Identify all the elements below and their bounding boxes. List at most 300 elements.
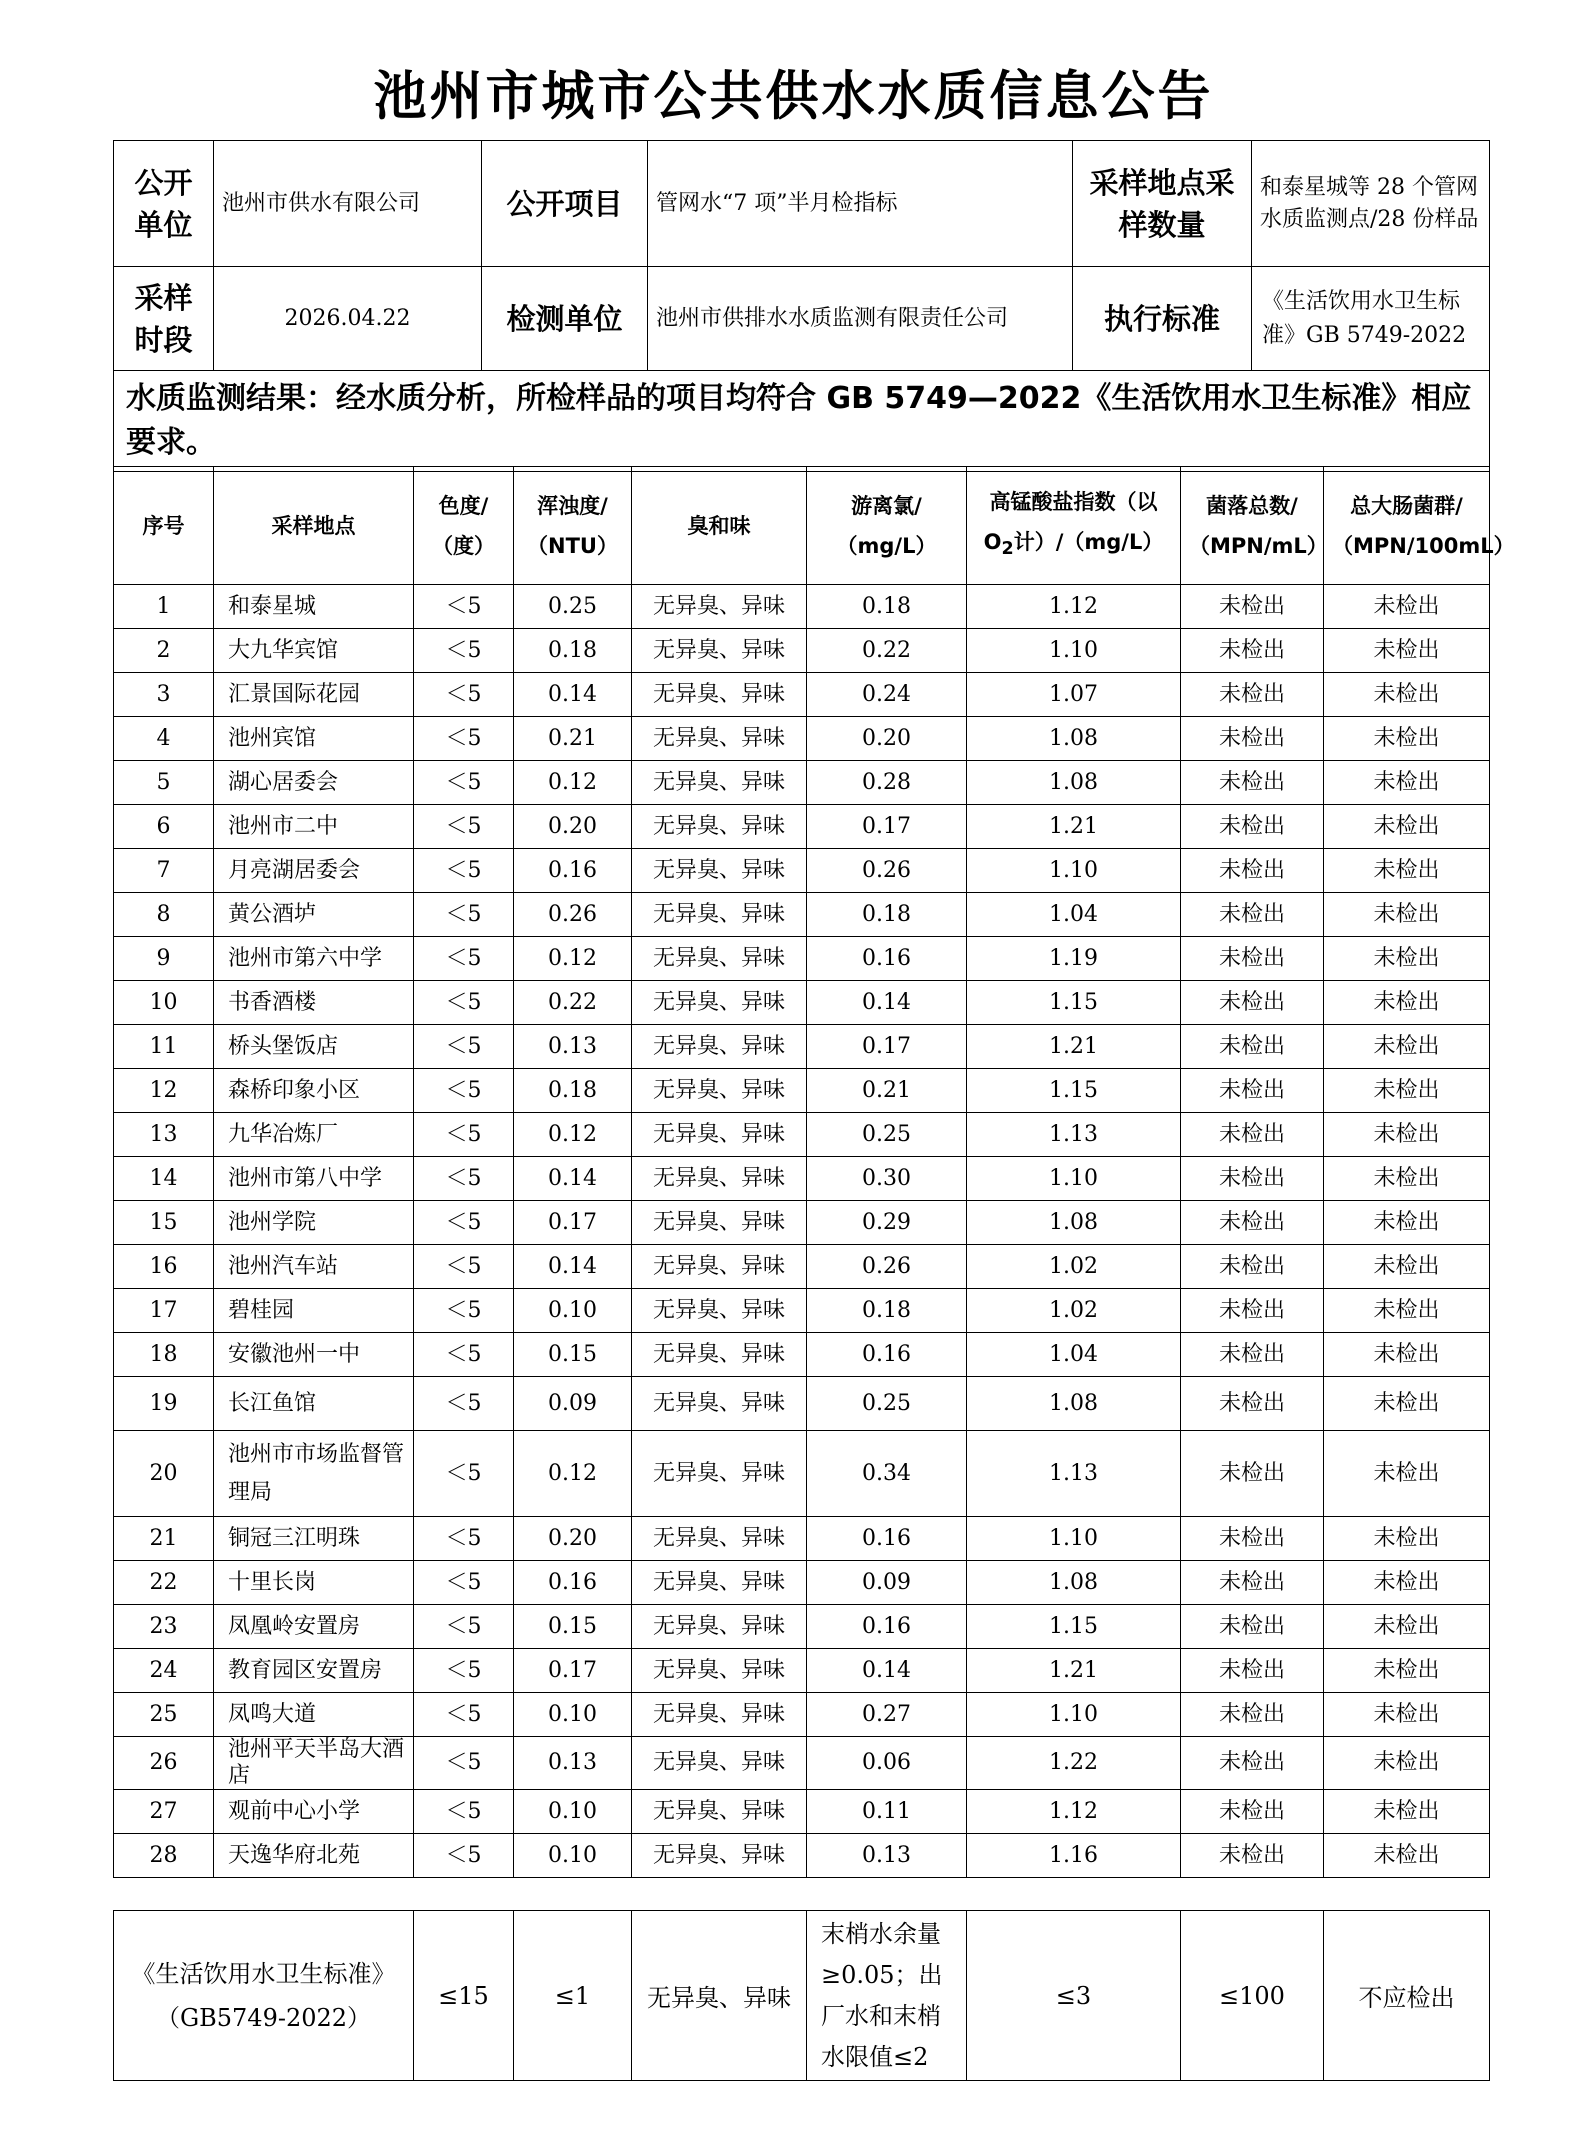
cell-no: 15	[114, 1201, 214, 1245]
cell-colony: 未检出	[1181, 629, 1324, 673]
standard-colony-limit: ≤100	[1181, 1911, 1324, 2081]
cell-cod: 1.08	[967, 1377, 1181, 1431]
cell-cod: 1.10	[967, 1517, 1181, 1561]
standard-color-limit: ≤15	[414, 1911, 514, 2081]
cell-chlorine: 0.29	[807, 1201, 967, 1245]
publish-item-value: 管网水“7 项”半月检指标	[648, 141, 1073, 267]
cell-colony: 未检出	[1181, 761, 1324, 805]
cell-odor: 无异臭、异味	[632, 1113, 807, 1157]
cell-cod: 1.21	[967, 805, 1181, 849]
cell-site: 大九华宾馆	[214, 629, 414, 673]
cell-cod: 1.12	[967, 585, 1181, 629]
cell-color: ＜5	[414, 585, 514, 629]
col-header-color: 色度/（度）	[414, 467, 514, 585]
cell-site: 桥头堡饭店	[214, 1025, 414, 1069]
cell-no: 3	[114, 673, 214, 717]
cell-odor: 无异臭、异味	[632, 1790, 807, 1834]
col-header-colony: 菌落总数/（MPN/mL）	[1181, 467, 1324, 585]
cell-odor: 无异臭、异味	[632, 1069, 807, 1113]
cell-color: ＜5	[414, 1201, 514, 1245]
standard-odor-limit: 无异臭、异味	[632, 1911, 807, 2081]
table-row	[114, 673, 1490, 717]
cell-colony: 未检出	[1181, 1333, 1324, 1377]
sampling-site-value: 和泰星城等 28 个管网水质监测点/28 份样品	[1252, 141, 1490, 267]
cell-colony: 未检出	[1181, 1201, 1324, 1245]
cell-coliform: 未检出	[1324, 1693, 1490, 1737]
publish-unit-label: 公开单位	[114, 141, 214, 267]
cell-odor: 无异臭、异味	[632, 717, 807, 761]
cell-chlorine: 0.20	[807, 717, 967, 761]
cell-odor: 无异臭、异味	[632, 1201, 807, 1245]
cell-chlorine: 0.25	[807, 1113, 967, 1157]
cell-no: 10	[114, 981, 214, 1025]
cell-odor: 无异臭、异味	[632, 629, 807, 673]
cell-site: 黄公酒垆	[214, 893, 414, 937]
cell-site: 汇景国际花园	[214, 673, 414, 717]
cell-chlorine: 0.17	[807, 805, 967, 849]
cell-odor: 无异臭、异味	[632, 937, 807, 981]
cell-cod: 1.19	[967, 937, 1181, 981]
cell-no: 8	[114, 893, 214, 937]
cell-color: ＜5	[414, 717, 514, 761]
cell-turbidity: 0.16	[514, 849, 632, 893]
cell-colony: 未检出	[1181, 1737, 1324, 1790]
cell-no: 16	[114, 1245, 214, 1289]
cell-site: 天逸华府北苑	[214, 1834, 414, 1878]
cell-turbidity: 0.13	[514, 1737, 632, 1790]
table-row	[114, 1649, 1490, 1693]
cell-turbidity: 0.26	[514, 893, 632, 937]
col-header-site: 采样地点	[214, 467, 414, 585]
cell-turbidity: 0.17	[514, 1201, 632, 1245]
cell-chlorine: 0.18	[807, 1289, 967, 1333]
cell-no: 2	[114, 629, 214, 673]
standard-chlorine-limit: 末梢水余量≥0.05；出厂水和末梢水限值≤2	[807, 1911, 967, 2081]
col-header-cod-subscript: 2	[1001, 539, 1014, 560]
cell-turbidity: 0.12	[514, 1431, 632, 1517]
cell-site: 湖心居委会	[214, 761, 414, 805]
cell-cod: 1.13	[967, 1113, 1181, 1157]
cell-color: ＜5	[414, 805, 514, 849]
cell-color: ＜5	[414, 1289, 514, 1333]
cell-coliform: 未检出	[1324, 1737, 1490, 1790]
sampling-period-label: 采样时段	[114, 267, 214, 371]
cell-color: ＜5	[414, 1790, 514, 1834]
cell-coliform: 未检出	[1324, 1790, 1490, 1834]
table-row	[114, 1245, 1490, 1289]
cell-site: 长江鱼馆	[214, 1377, 414, 1431]
cell-site: 池州学院	[214, 1201, 414, 1245]
standard-cod-limit: ≤3	[967, 1911, 1181, 2081]
cell-site: 观前中心小学	[214, 1790, 414, 1834]
cell-chlorine: 0.16	[807, 1605, 967, 1649]
cell-colony: 未检出	[1181, 893, 1324, 937]
table-row	[114, 1834, 1490, 1878]
cell-turbidity: 0.10	[514, 1289, 632, 1333]
cell-color: ＜5	[414, 1025, 514, 1069]
cell-turbidity: 0.18	[514, 1069, 632, 1113]
cell-coliform: 未检出	[1324, 805, 1490, 849]
test-unit-label: 检测单位	[482, 267, 648, 371]
cell-site: 书香酒楼	[214, 981, 414, 1025]
cell-colony: 未检出	[1181, 937, 1324, 981]
table-row	[114, 1069, 1490, 1113]
cell-cod: 1.08	[967, 717, 1181, 761]
col-header-no: 序号	[114, 467, 214, 585]
table-row	[114, 981, 1490, 1025]
cell-color: ＜5	[414, 1517, 514, 1561]
cell-cod: 1.10	[967, 1693, 1181, 1737]
cell-no: 6	[114, 805, 214, 849]
cell-chlorine: 0.28	[807, 761, 967, 805]
col-header-chlorine: 游离氯/（mg/L）	[807, 467, 967, 585]
cell-no: 23	[114, 1605, 214, 1649]
cell-turbidity: 0.12	[514, 937, 632, 981]
col-header-cod	[967, 467, 1181, 585]
cell-cod: 1.15	[967, 1605, 1181, 1649]
cell-cod: 1.02	[967, 1245, 1181, 1289]
table-row	[114, 629, 1490, 673]
table-row	[114, 717, 1490, 761]
cell-colony: 未检出	[1181, 1069, 1324, 1113]
col-header-odor: 臭和味	[632, 467, 807, 585]
cell-cod: 1.07	[967, 673, 1181, 717]
cell-cod: 1.10	[967, 629, 1181, 673]
monitoring-result-text: 水质监测结果：经水质分析，所检样品的项目均符合 GB 5749—2022《生活饮用水卫生标准》相应要求。	[114, 371, 1490, 472]
header-row-1	[114, 141, 1490, 267]
cell-no: 5	[114, 761, 214, 805]
cell-turbidity: 0.14	[514, 1245, 632, 1289]
table-row	[114, 1289, 1490, 1333]
cell-no: 21	[114, 1517, 214, 1561]
cell-colony: 未检出	[1181, 1517, 1324, 1561]
cell-chlorine: 0.26	[807, 849, 967, 893]
cell-colony: 未检出	[1181, 805, 1324, 849]
cell-turbidity: 0.22	[514, 981, 632, 1025]
cell-turbidity: 0.18	[514, 629, 632, 673]
cell-chlorine: 0.17	[807, 1025, 967, 1069]
table-row	[114, 1605, 1490, 1649]
cell-color: ＜5	[414, 1245, 514, 1289]
table-row	[114, 1377, 1490, 1431]
table-row	[114, 1113, 1490, 1157]
cell-no: 4	[114, 717, 214, 761]
cell-site: 池州市市场监督管理局	[214, 1431, 414, 1517]
cell-odor: 无异臭、异味	[632, 1561, 807, 1605]
table-row	[114, 1431, 1490, 1517]
header-info-table	[113, 140, 1490, 472]
cell-coliform: 未检出	[1324, 585, 1490, 629]
cell-no: 7	[114, 849, 214, 893]
cell-odor: 无异臭、异味	[632, 1245, 807, 1289]
cell-colony: 未检出	[1181, 1605, 1324, 1649]
result-row	[114, 371, 1490, 472]
cell-cod: 1.10	[967, 1157, 1181, 1201]
cell-turbidity: 0.10	[514, 1834, 632, 1878]
table-row	[114, 1737, 1490, 1790]
cell-chlorine: 0.26	[807, 1245, 967, 1289]
cell-turbidity: 0.14	[514, 1157, 632, 1201]
cell-color: ＜5	[414, 1737, 514, 1790]
cell-odor: 无异臭、异味	[632, 849, 807, 893]
cell-colony: 未检出	[1181, 1113, 1324, 1157]
cell-site: 月亮湖居委会	[214, 849, 414, 893]
cell-coliform: 未检出	[1324, 717, 1490, 761]
standard-turbidity-limit: ≤1	[514, 1911, 632, 2081]
page-title: 池州市城市公共供水水质信息公告	[373, 66, 1214, 127]
cell-site: 森桥印象小区	[214, 1069, 414, 1113]
cell-coliform: 未检出	[1324, 1157, 1490, 1201]
cell-turbidity: 0.21	[514, 717, 632, 761]
cell-odor: 无异臭、异味	[632, 1693, 807, 1737]
cell-site: 教育园区安置房	[214, 1649, 414, 1693]
cell-colony: 未检出	[1181, 1157, 1324, 1201]
cell-coliform: 未检出	[1324, 1377, 1490, 1431]
cell-odor: 无异臭、异味	[632, 893, 807, 937]
cell-color: ＜5	[414, 1431, 514, 1517]
cell-chlorine: 0.34	[807, 1431, 967, 1517]
cell-coliform: 未检出	[1324, 1201, 1490, 1245]
cell-no: 17	[114, 1289, 214, 1333]
table-row	[114, 1157, 1490, 1201]
cell-site: 凤凰岭安置房	[214, 1605, 414, 1649]
cell-cod: 1.22	[967, 1737, 1181, 1790]
table-row	[114, 585, 1490, 629]
publish-item-label: 公开项目	[482, 141, 648, 267]
cell-color: ＜5	[414, 629, 514, 673]
cell-cod: 1.12	[967, 1790, 1181, 1834]
table-row	[114, 1201, 1490, 1245]
cell-coliform: 未检出	[1324, 849, 1490, 893]
cell-cod: 1.10	[967, 849, 1181, 893]
cell-turbidity: 0.15	[514, 1333, 632, 1377]
cell-no: 19	[114, 1377, 214, 1431]
cell-no: 28	[114, 1834, 214, 1878]
cell-chlorine: 0.18	[807, 893, 967, 937]
cell-colony: 未检出	[1181, 1834, 1324, 1878]
cell-color: ＜5	[414, 1561, 514, 1605]
standard-limits-table	[113, 1910, 1490, 2081]
table-row	[114, 849, 1490, 893]
cell-color: ＜5	[414, 673, 514, 717]
table-row	[114, 937, 1490, 981]
table-row	[114, 1561, 1490, 1605]
cell-site: 池州平天半岛大酒店	[214, 1737, 414, 1790]
standard-row	[114, 1911, 1490, 2081]
cell-chlorine: 0.16	[807, 1333, 967, 1377]
cell-color: ＜5	[414, 1069, 514, 1113]
publish-unit-value: 池州市供水有限公司	[214, 141, 482, 267]
cell-colony: 未检出	[1181, 849, 1324, 893]
col-header-cod-part1: 高锰酸盐指数（以 O	[983, 489, 1158, 554]
cell-chlorine: 0.27	[807, 1693, 967, 1737]
cell-odor: 无异臭、异味	[632, 1431, 807, 1517]
cell-odor: 无异臭、异味	[632, 1377, 807, 1431]
cell-odor: 无异臭、异味	[632, 1289, 807, 1333]
cell-coliform: 未检出	[1324, 1649, 1490, 1693]
cell-cod: 1.04	[967, 1333, 1181, 1377]
cell-coliform: 未检出	[1324, 1431, 1490, 1517]
cell-coliform: 未检出	[1324, 673, 1490, 717]
cell-chlorine: 0.13	[807, 1834, 967, 1878]
cell-cod: 1.08	[967, 1561, 1181, 1605]
cell-odor: 无异臭、异味	[632, 1605, 807, 1649]
cell-turbidity: 0.10	[514, 1790, 632, 1834]
cell-colony: 未检出	[1181, 1693, 1324, 1737]
cell-chlorine: 0.30	[807, 1157, 967, 1201]
cell-chlorine: 0.21	[807, 1069, 967, 1113]
cell-odor: 无异臭、异味	[632, 1333, 807, 1377]
cell-site: 池州市第八中学	[214, 1157, 414, 1201]
cell-colony: 未检出	[1181, 981, 1324, 1025]
cell-colony: 未检出	[1181, 1245, 1324, 1289]
cell-colony: 未检出	[1181, 1289, 1324, 1333]
cell-coliform: 未检出	[1324, 1025, 1490, 1069]
cell-turbidity: 0.20	[514, 805, 632, 849]
cell-color: ＜5	[414, 1693, 514, 1737]
standard-coliform-limit: 不应检出	[1324, 1911, 1490, 2081]
cell-chlorine: 0.06	[807, 1737, 967, 1790]
cell-color: ＜5	[414, 893, 514, 937]
cell-coliform: 未检出	[1324, 1245, 1490, 1289]
cell-chlorine: 0.16	[807, 937, 967, 981]
sample-results-table	[113, 466, 1515, 1878]
cell-no: 1	[114, 585, 214, 629]
cell-odor: 无异臭、异味	[632, 1834, 807, 1878]
cell-colony: 未检出	[1181, 1377, 1324, 1431]
cell-chlorine: 0.18	[807, 585, 967, 629]
cell-coliform: 未检出	[1324, 1561, 1490, 1605]
cell-color: ＜5	[414, 1333, 514, 1377]
cell-color: ＜5	[414, 1834, 514, 1878]
cell-color: ＜5	[414, 1377, 514, 1431]
cell-color: ＜5	[414, 1157, 514, 1201]
cell-chlorine: 0.16	[807, 1517, 967, 1561]
cell-coliform: 未检出	[1324, 1605, 1490, 1649]
cell-color: ＜5	[414, 1649, 514, 1693]
header-row-2	[114, 267, 1490, 371]
table-row	[114, 1333, 1490, 1377]
cell-no: 20	[114, 1431, 214, 1517]
cell-colony: 未检出	[1181, 585, 1324, 629]
cell-coliform: 未检出	[1324, 629, 1490, 673]
cell-no: 14	[114, 1157, 214, 1201]
cell-coliform: 未检出	[1324, 1069, 1490, 1113]
cell-odor: 无异臭、异味	[632, 1649, 807, 1693]
cell-colony: 未检出	[1181, 1025, 1324, 1069]
cell-no: 9	[114, 937, 214, 981]
cell-coliform: 未检出	[1324, 1289, 1490, 1333]
cell-color: ＜5	[414, 1605, 514, 1649]
cell-colony: 未检出	[1181, 1561, 1324, 1605]
cell-site: 九华冶炼厂	[214, 1113, 414, 1157]
standard-name: 《生活饮用水卫生标准》（GB5749-2022）	[114, 1911, 414, 2081]
cell-cod: 1.21	[967, 1649, 1181, 1693]
cell-no: 25	[114, 1693, 214, 1737]
cell-site: 池州市二中	[214, 805, 414, 849]
cell-cod: 1.21	[967, 1025, 1181, 1069]
cell-no: 26	[114, 1737, 214, 1790]
cell-odor: 无异臭、异味	[632, 805, 807, 849]
cell-turbidity: 0.12	[514, 761, 632, 805]
cell-coliform: 未检出	[1324, 1517, 1490, 1561]
table-row	[114, 761, 1490, 805]
cell-color: ＜5	[414, 937, 514, 981]
cell-cod: 1.04	[967, 893, 1181, 937]
cell-odor: 无异臭、异味	[632, 1157, 807, 1201]
cell-turbidity: 0.09	[514, 1377, 632, 1431]
cell-turbidity: 0.13	[514, 1025, 632, 1069]
cell-no: 13	[114, 1113, 214, 1157]
cell-colony: 未检出	[1181, 1649, 1324, 1693]
standard-value: 《生活饮用水卫生标准》GB 5749-2022	[1252, 267, 1490, 371]
cell-no: 12	[114, 1069, 214, 1113]
cell-coliform: 未检出	[1324, 937, 1490, 981]
cell-color: ＜5	[414, 849, 514, 893]
cell-cod: 1.15	[967, 981, 1181, 1025]
cell-site: 池州市第六中学	[214, 937, 414, 981]
cell-site: 池州汽车站	[214, 1245, 414, 1289]
cell-coliform: 未检出	[1324, 1834, 1490, 1878]
cell-chlorine: 0.24	[807, 673, 967, 717]
sampling-site-label: 采样地点采样数量	[1073, 141, 1252, 267]
cell-coliform: 未检出	[1324, 761, 1490, 805]
col-header-cod-part2: 计）/（mg/L）	[1013, 529, 1164, 554]
cell-site: 安徽池州一中	[214, 1333, 414, 1377]
cell-no: 22	[114, 1561, 214, 1605]
cell-odor: 无异臭、异味	[632, 585, 807, 629]
cell-cod: 1.13	[967, 1431, 1181, 1517]
cell-cod: 1.16	[967, 1834, 1181, 1878]
cell-coliform: 未检出	[1324, 1113, 1490, 1157]
sample-rows	[114, 585, 1490, 1878]
col-header-turbidity: 浑浊度/（NTU）	[514, 467, 632, 585]
sampling-period-value: 2026.04.22	[214, 267, 482, 371]
cell-cod: 1.08	[967, 761, 1181, 805]
cell-odor: 无异臭、异味	[632, 1517, 807, 1561]
cell-turbidity: 0.16	[514, 1561, 632, 1605]
cell-color: ＜5	[414, 1113, 514, 1157]
cell-site: 凤鸣大道	[214, 1693, 414, 1737]
cell-cod: 1.15	[967, 1069, 1181, 1113]
cell-colony: 未检出	[1181, 1790, 1324, 1834]
column-header-row	[114, 467, 1490, 585]
table-row	[114, 1025, 1490, 1069]
cell-odor: 无异臭、异味	[632, 761, 807, 805]
col-header-coliform: 总大肠菌群/（MPN/100mL）	[1324, 467, 1490, 585]
cell-odor: 无异臭、异味	[632, 1025, 807, 1069]
cell-site: 池州宾馆	[214, 717, 414, 761]
cell-turbidity: 0.20	[514, 1517, 632, 1561]
cell-odor: 无异臭、异味	[632, 673, 807, 717]
cell-site: 十里长岗	[214, 1561, 414, 1605]
cell-colony: 未检出	[1181, 717, 1324, 761]
cell-turbidity: 0.15	[514, 1605, 632, 1649]
cell-chlorine: 0.14	[807, 981, 967, 1025]
cell-cod: 1.02	[967, 1289, 1181, 1333]
cell-cod: 1.08	[967, 1201, 1181, 1245]
cell-site: 铜冠三江明珠	[214, 1517, 414, 1561]
cell-site: 和泰星城	[214, 585, 414, 629]
cell-turbidity: 0.17	[514, 1649, 632, 1693]
cell-chlorine: 0.11	[807, 1790, 967, 1834]
cell-coliform: 未检出	[1324, 981, 1490, 1025]
table-row	[114, 1790, 1490, 1834]
table-row	[114, 1517, 1490, 1561]
cell-turbidity: 0.25	[514, 585, 632, 629]
test-unit-value: 池州市供排水水质监测有限责任公司	[648, 267, 1073, 371]
cell-no: 27	[114, 1790, 214, 1834]
